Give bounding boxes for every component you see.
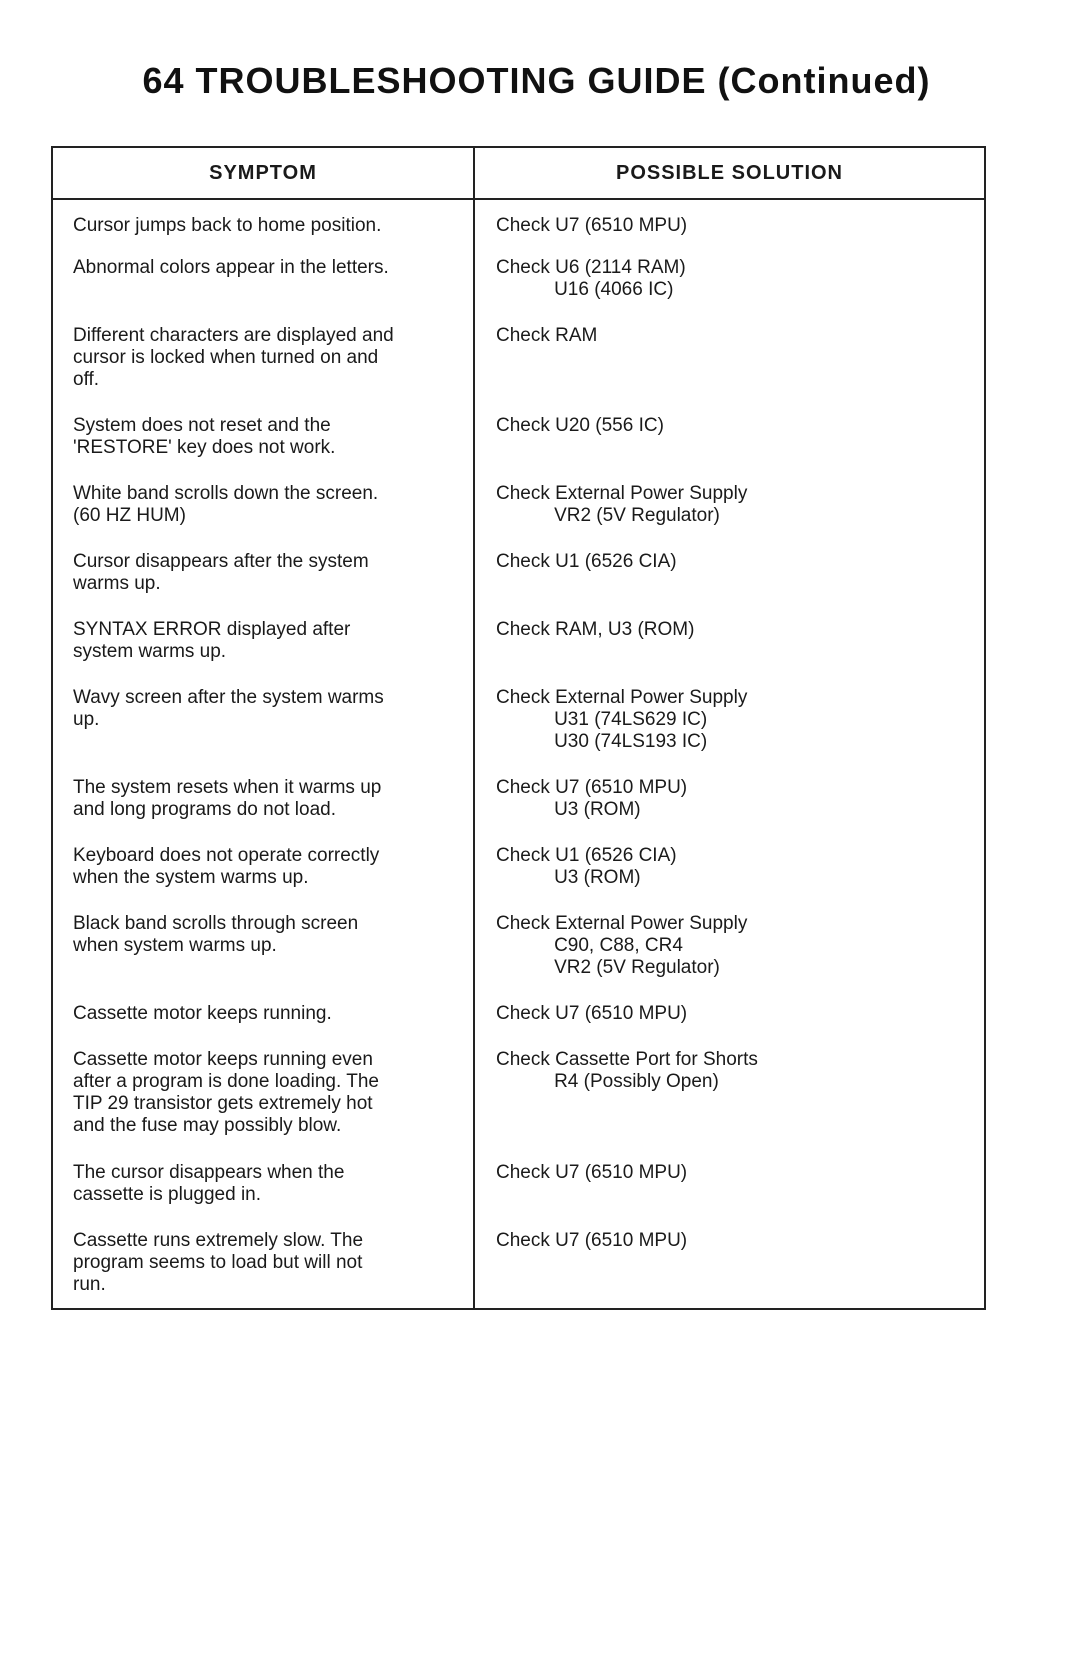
symptom-cell: White band scrolls down the screen. (60 HZ HUM) — [73, 483, 379, 526]
symptom-cell: The system resets when it warms up and long programs do not load. — [73, 777, 382, 820]
troubleshooting-table — [51, 146, 986, 1310]
solution-cell: Check External Power Supply U31 (74LS629 IC) U30 (74LS193 IC) — [496, 687, 748, 752]
symptom-cell: Cassette motor keeps running. — [73, 1003, 332, 1024]
symptom-column-header: SYMPTOM — [53, 148, 475, 198]
solution-column-header: POSSIBLE SOLUTION — [615, 161, 844, 184]
solution-cell: Check RAM — [496, 325, 598, 346]
solution-column — [475, 200, 984, 1308]
solution-cell: Check U20 (556 IC) — [496, 415, 664, 436]
table-header-row — [53, 148, 984, 200]
solution-cell: Check U1 (6526 CIA) U3 (ROM) — [496, 845, 677, 888]
solution-cell: Check External Power Supply VR2 (5V Regulator) — [496, 483, 748, 526]
symptom-cell: Cassette motor keeps running even after a program is done loading. The TIP 29 transistor gets extremely hot and the fuse may possibly blow. — [73, 1049, 379, 1136]
symptom-cell: System does not reset and the 'RESTORE' key does not work. — [73, 415, 336, 458]
symptom-cell: Cursor jumps back to home position. — [73, 215, 382, 236]
symptom-cell: Abnormal colors appear in the letters. — [73, 257, 389, 278]
symptom-cell: Cassette runs extremely slow. The program seems to load but will not run. — [73, 1230, 364, 1295]
solution-cell: Check RAM, U3 (ROM) — [496, 619, 695, 640]
solution-cell: Check U1 (6526 CIA) — [496, 551, 677, 572]
symptom-cell: Keyboard does not operate correctly when the system warms up. — [73, 845, 380, 888]
page-title: 64 TROUBLESHOOTING GUIDE (Continued) — [142, 60, 931, 101]
solution-cell: Check Cassette Port for Shorts R4 (Possibly Open) — [496, 1049, 758, 1092]
solution-cell: Check External Power Supply C90, C88, CR4 VR2 (5V Regulator) — [496, 913, 748, 978]
symptom-cell: Wavy screen after the system warms up. — [73, 687, 384, 730]
solution-cell: Check U7 (6510 MPU) — [496, 1230, 688, 1251]
solution-cell: Check U6 (2114 RAM) U16 (4066 IC) — [496, 257, 686, 300]
solution-cell: Check U7 (6510 MPU) U3 (ROM) — [496, 777, 688, 820]
symptom-cell: SYNTAX ERROR displayed after system warms up. — [73, 619, 351, 662]
symptom-column — [53, 200, 475, 1308]
symptom-cell: Cursor disappears after the system warms up. — [73, 551, 369, 594]
symptom-cell: Different characters are displayed and cursor is locked when turned on and off. — [73, 325, 394, 390]
solution-cell: Check U7 (6510 MPU) — [496, 1162, 688, 1183]
symptom-cell: Black band scrolls through screen when system warms up. — [73, 913, 359, 956]
table-body — [53, 200, 984, 1308]
solution-cell: Check U7 (6510 MPU) — [496, 215, 688, 236]
solution-cell: Check U7 (6510 MPU) — [496, 1003, 688, 1024]
symptom-cell: The cursor disappears when the cassette is plugged in. — [73, 1162, 345, 1205]
